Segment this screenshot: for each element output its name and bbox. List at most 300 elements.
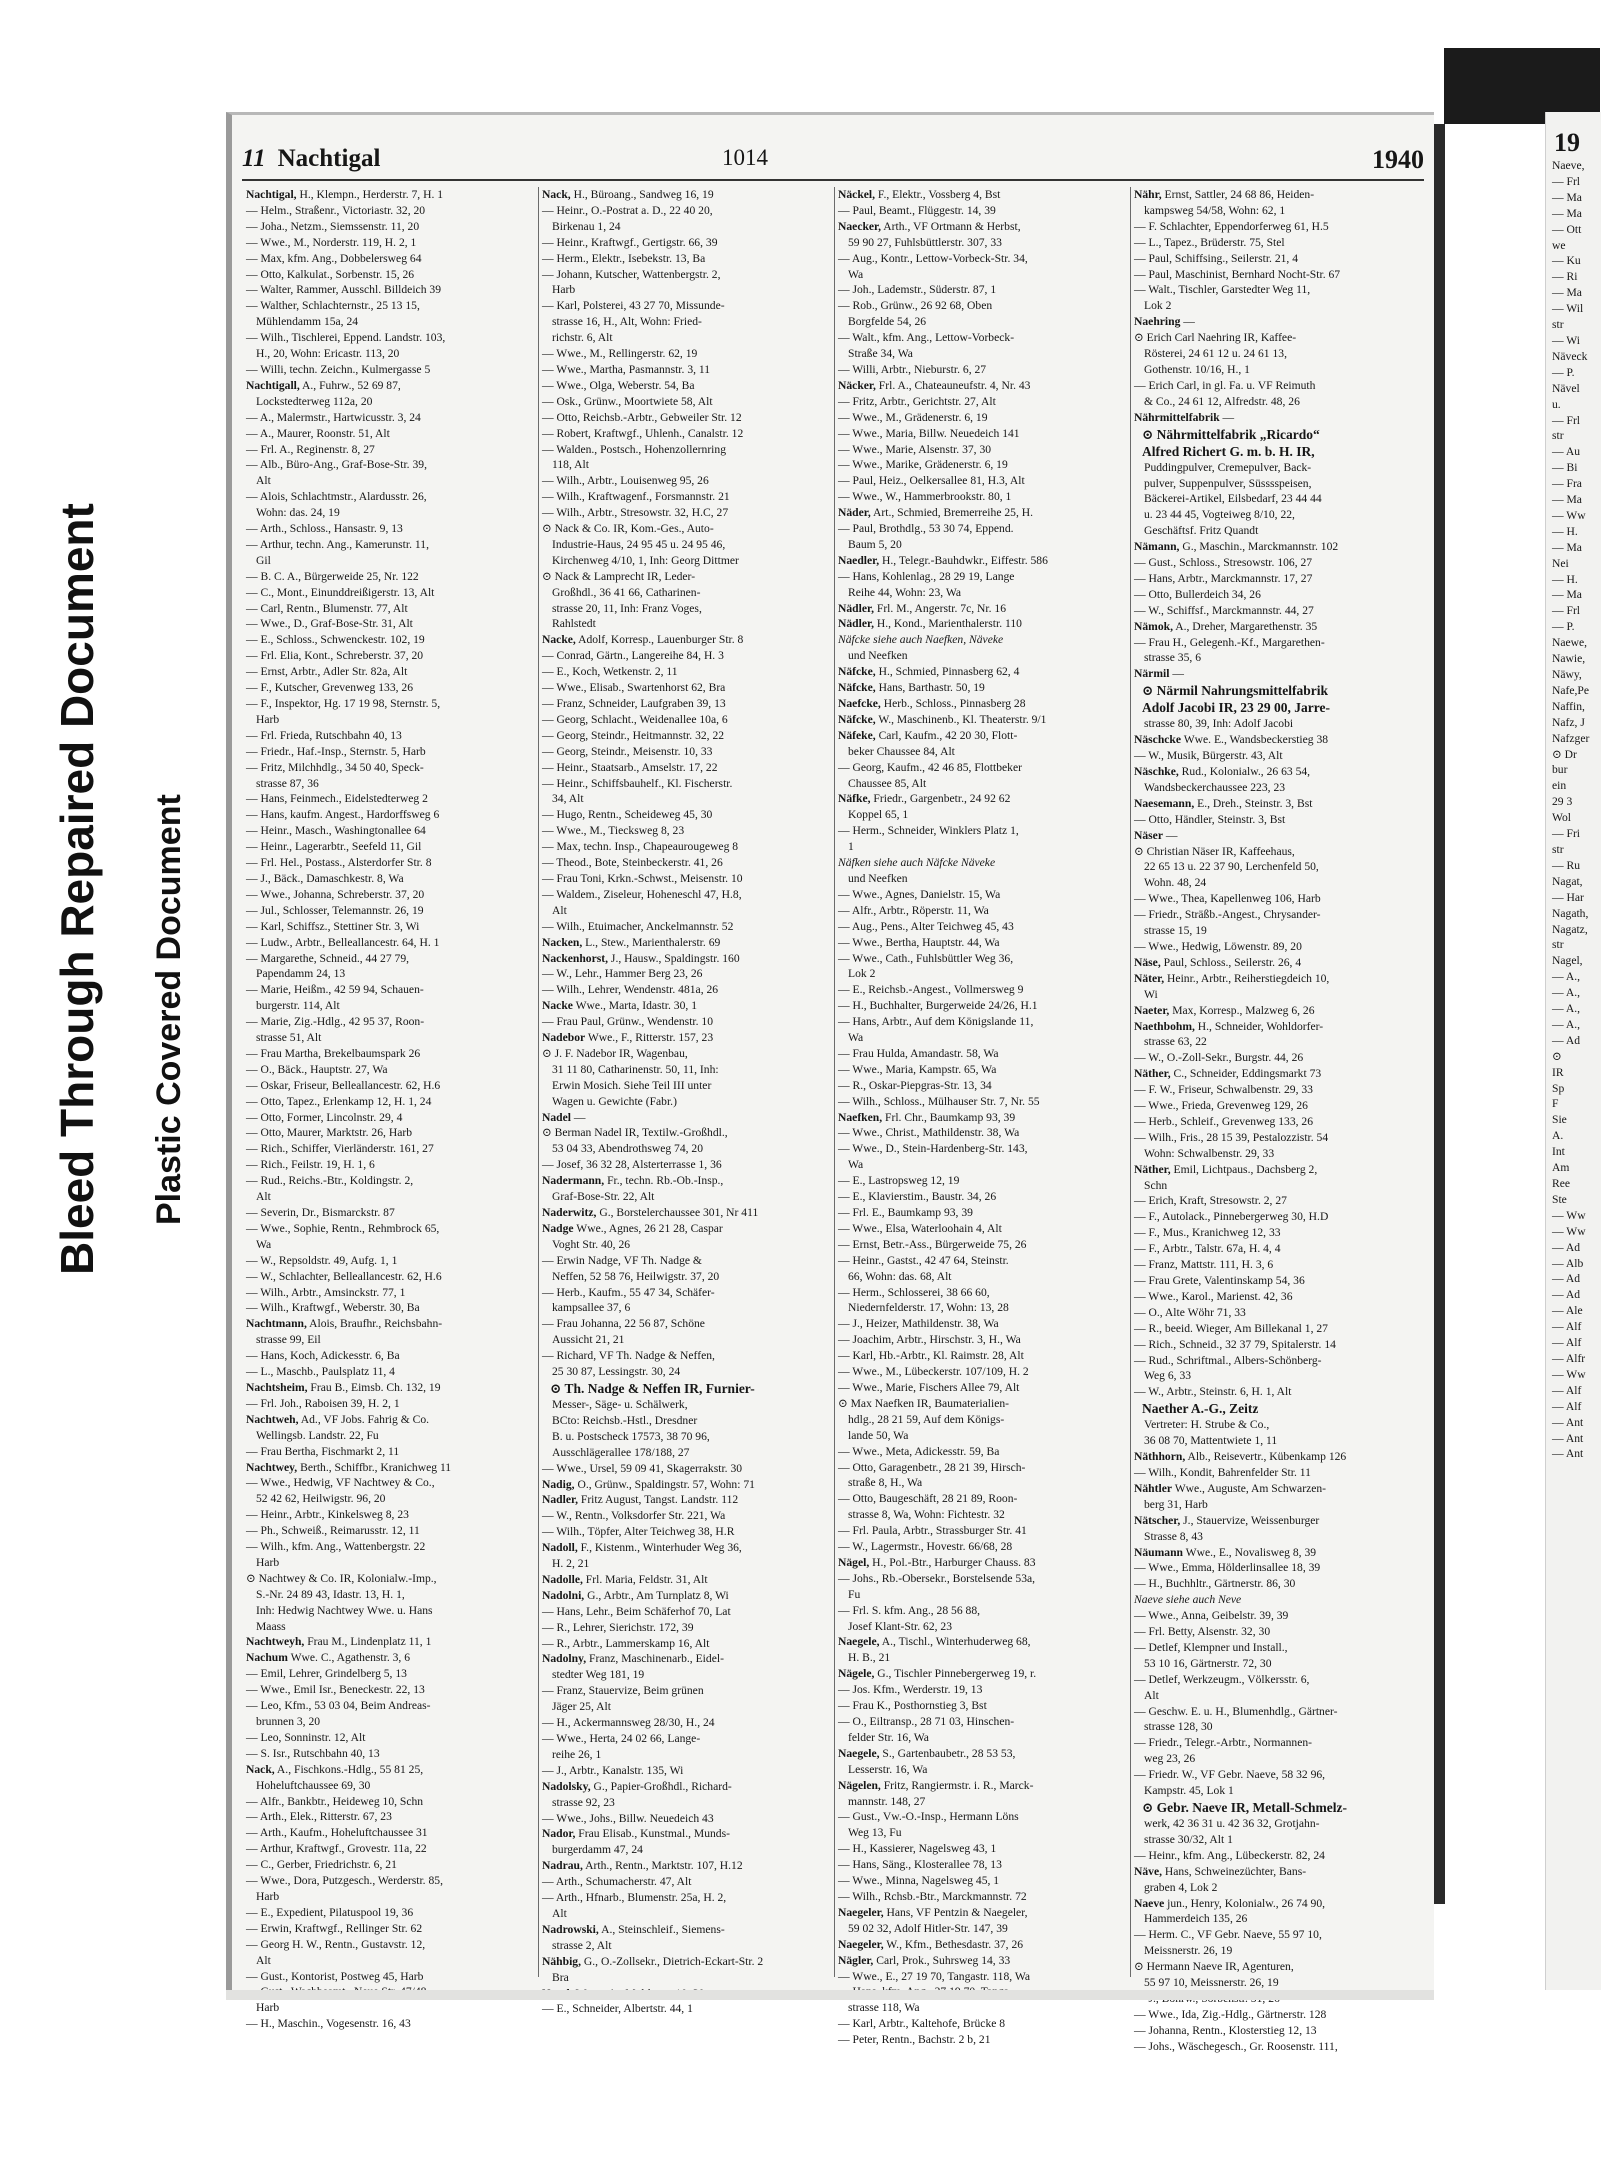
adjacent-page-line: Nävel (1552, 381, 1580, 395)
column-divider (1130, 187, 1131, 1977)
adjacent-page-line: — Frl (1552, 174, 1581, 188)
adjacent-page-line: — Fra (1552, 477, 1582, 491)
surname: Näschcke (1134, 733, 1182, 747)
directory-entry (246, 903, 534, 919)
entry-text: — Marie, Zig.-Hdlg., 42 95 37, Roon- (246, 1015, 425, 1029)
adjacent-page-line: — Ad (1552, 1033, 1581, 1047)
directory-entry (542, 298, 830, 314)
entry-text: berg 31, Harb (1144, 1497, 1208, 1511)
entry-text: — Wwe., Anna, Geibelstr. 39, 39 (1134, 1609, 1289, 1623)
surname: Nadoll, (542, 1541, 578, 1555)
entry-text: — J., Heizer, Mathildenstr. 38, Wa (838, 1317, 999, 1331)
directory-entry (1134, 1848, 1422, 1864)
directory-entry (838, 1714, 1126, 1730)
directory-entry (1134, 1305, 1422, 1321)
directory-entry (542, 1842, 830, 1858)
entry-text: — Wwe., Ursel, 59 09 41, Skagerrakstr. 30 (542, 1461, 743, 1475)
directory-entry: Näfken siehe auch Näfcke Näveke (838, 856, 996, 870)
directory-entry (838, 1794, 1126, 1810)
entry-text: — Ludw., Arbtr., Belleallancestr. 64, H. 1 (246, 935, 440, 949)
directory-entry (1134, 1576, 1422, 1592)
directory-entry (246, 601, 534, 617)
directory-entry (542, 585, 830, 601)
entry-text: — Ernst, Betr.-Ass., Bürgerweide 75, 26 (838, 1237, 1027, 1251)
directory-entry (838, 998, 1126, 1014)
entry-text: — Wilh., Arbtr., Stresowstr. 32, H.C, 27 (542, 506, 729, 520)
directory-entry (838, 1921, 1126, 1937)
entry-text: — Arth., Schumacherstr. 47, Alt (542, 1875, 692, 1889)
surname: Naethbohm, (1134, 1019, 1195, 1033)
directory-entry (246, 823, 534, 839)
adjacent-page-line: A. (1552, 1129, 1564, 1143)
directory-entry (542, 871, 830, 887)
directory-entry (838, 569, 1126, 585)
entry-text: burgerstr. 114, Alt (256, 999, 340, 1013)
directory-entry (1134, 859, 1422, 875)
entry-text: H., Klempn., Herderstr. 7, H. 1 (296, 188, 444, 201)
column-divider (834, 187, 835, 1977)
directory-entry (542, 1125, 830, 1141)
directory-entry (838, 553, 1126, 569)
entry-text: H., Telegr.-Bauhdwkr., Eiffestr. 586 (879, 553, 1048, 567)
entry-text: Puddingpulver, Cremepulver, Back- (1144, 460, 1312, 474)
adjacent-page-line: Ste (1552, 1192, 1567, 1206)
adjacent-page-line: Int (1552, 1145, 1565, 1159)
surname: Näther, (1134, 1067, 1171, 1081)
entry-text: — Hans, kaufm. Angest., Hardorffsweg 6 (246, 808, 440, 822)
adjacent-page-line: u. (1552, 397, 1561, 411)
adjacent-page-line: — Wil (1552, 302, 1584, 316)
directory-entry (838, 1285, 1126, 1301)
directory-entry (1134, 1465, 1422, 1481)
directory-entry (838, 1762, 1126, 1778)
directory-entry (542, 473, 830, 489)
directory-entry (542, 1205, 830, 1221)
entry-text: 52 42 62, Heilwigstr. 96, 20 (256, 1492, 386, 1506)
entry-text: — F., Autolack., Pinnebergerweg 30, H.D (1134, 1210, 1329, 1224)
directory-entry (246, 1841, 534, 1857)
entry-text: — Wilh., Rchsb.-Btr., Marckmannstr. 72 (838, 1889, 1027, 1903)
entry-text: Jäger 25, Alt (552, 1700, 611, 1714)
surname: Nachum (246, 1651, 288, 1665)
surname: Nägelen, (838, 1778, 881, 1792)
entry-text: — Frau Martha, Brekelbaumspark 26 (246, 1046, 421, 1060)
directory-entry (838, 951, 1126, 967)
entry-text: — Wwe., D., Stein-Hardenberg-Str. 143, (838, 1142, 1028, 1156)
entry-text: — Marie, Heißm., 42 59 94, Schauen- (246, 983, 424, 997)
entry-text: — R., Lehrer, Sierichstr. 172, 39 (542, 1620, 694, 1634)
surname: Nädler, (838, 601, 874, 615)
directory-entry (838, 919, 1126, 935)
entry-text: — (1180, 315, 1195, 329)
adjacent-page-line: — Ma (1552, 286, 1582, 300)
entry-text: — Paul, Maschinist, Bernhard Nocht-Str. 67 (1134, 267, 1341, 281)
entry-text: 34, Alt (552, 792, 584, 806)
directory-entry (542, 1954, 830, 1970)
entry-text: Wwe., E., Novalisweg 8, 39 (1182, 1545, 1317, 1559)
directory-entry (838, 521, 1126, 537)
entry-text: — Oskar, Friseur, Belleallancestr. 62, H.6 (246, 1078, 441, 1092)
entry-text: — Walther, Schlachternstr., 25 13 15, (246, 299, 420, 313)
directory-entry (542, 1078, 830, 1094)
directory-entry (1134, 555, 1422, 571)
directory-entry (542, 457, 830, 473)
directory-entry: Adolf Jacobi IR, 23 29 00, Jarre- (1142, 700, 1330, 716)
directory-entry (246, 410, 534, 426)
adjacent-page-line: str (1552, 318, 1564, 332)
entry-text: Paul, Schloss., Seilerstr. 26, 4 (1160, 955, 1302, 969)
entry-text: — Arth., Kaufm., Hoheluftchaussee 31 (246, 1826, 428, 1840)
running-head-left (242, 145, 380, 173)
adjacent-page-line: 29 3 (1552, 795, 1573, 809)
entry-text: — Joh., Lademstr., Süderstr. 87, 1 (838, 283, 997, 297)
directory-entry (838, 282, 1126, 298)
entry-text: Alt (256, 1953, 271, 1967)
entry-text: und Neefken (848, 649, 908, 663)
directory-entry (542, 314, 830, 330)
adjacent-page-line: — Ma (1552, 190, 1582, 204)
directory-entry (838, 1014, 1126, 1030)
surname: Naegele, (838, 1635, 880, 1649)
directory-entry (1134, 1289, 1422, 1305)
entry-text: Harb (256, 712, 280, 726)
directory-entry (1134, 219, 1422, 235)
directory-entry (1134, 1082, 1422, 1098)
directory-entry (246, 1189, 534, 1205)
directory-entry (838, 1841, 1126, 1857)
entry-text: — Paul, Schiffsing., Seilerstr. 21, 4 (1134, 251, 1299, 265)
entry-text: — W., Lehr., Hammer Berg 23, 26 (542, 967, 703, 981)
surname: Nätscher, (1134, 1513, 1181, 1527)
adjacent-page-line: — Alf (1552, 1383, 1582, 1397)
entry-text: strasse 8, Wa, Wohn: Fichtestr. 32 (848, 1508, 1005, 1522)
directory-entry (542, 346, 830, 362)
directory-entry (246, 1046, 534, 1062)
directory-entry (838, 1364, 1126, 1380)
directory-entry (246, 1062, 534, 1078)
directory-entry (838, 585, 1126, 601)
directory-entry (542, 601, 830, 617)
adjacent-page-line: Sie (1552, 1113, 1567, 1127)
directory-entry (1134, 235, 1422, 251)
directory-entry (542, 1492, 830, 1508)
entry-text: Wohn: das. 24, 19 (256, 506, 340, 520)
entry-text: — O., Alte Wöhr 71, 33 (1134, 1305, 1246, 1319)
directory-entry (1134, 619, 1422, 635)
entry-text: — Wwe., Sophie, Rentn., Rehmbrock 65, (246, 1221, 440, 1235)
entry-text: — Wwe., Christ., Mathildenstr. 38, Wa (838, 1126, 1020, 1140)
entry-text: Erwin Mosich. Siehe Teil III unter (552, 1078, 712, 1092)
directory-entry (246, 1221, 534, 1237)
entry-text: Birkenau 1, 24 (552, 219, 621, 233)
entry-text: — Aug., Kontr., Lettow-Vorbeck-Str. 34, (838, 251, 1028, 265)
entry-text: — Karl, Polsterei, 43 27 70, Missunde- (542, 299, 725, 313)
directory-entry (542, 1890, 830, 1906)
directory-entry (542, 1811, 830, 1827)
directory-entry (838, 1332, 1126, 1348)
entry-text: Wwe., F., Ritterstr. 157, 23 (585, 1031, 714, 1045)
directory-entry (246, 1634, 534, 1650)
entry-text: — H., Ackermannsweg 28/30, H., 24 (542, 1716, 715, 1730)
entry-text: 59 02 32, Adolf Hitler-Str. 147, 39 (848, 1921, 1008, 1935)
directory-entry (838, 362, 1126, 378)
entry-text: — Herm. C., VF Gebr. Naeve, 55 97 10, (1134, 1928, 1322, 1942)
column-divider (538, 187, 539, 1977)
directory-entry (246, 1825, 534, 1841)
directory-entry (838, 1905, 1126, 1921)
entry-text: — (570, 1110, 586, 1124)
surname: Nacken, (542, 935, 583, 949)
directory-entry (1134, 812, 1422, 828)
entry-text: — Friedr., Haf.-Insp., Sternstr. 5, Harb (246, 744, 426, 758)
surname: Nadge (542, 1221, 574, 1235)
directory-entry (542, 839, 830, 855)
entry-text: felder Str. 16, Wa (848, 1730, 929, 1744)
side-label-plastic-covered: Plastic Covered Document (150, 794, 188, 1225)
entry-text: — Wilh., Fris., 28 15 39, Pestalozzistr. 54 (1134, 1130, 1329, 1144)
directory-entry (1134, 1832, 1422, 1848)
directory-entry (1134, 203, 1422, 219)
directory-entry (246, 457, 534, 473)
adjacent-page-line: Näveck (1552, 349, 1588, 363)
directory-entry (542, 1699, 830, 1715)
entry-text: 55 97 10, Meissnerstr. 26, 19 (1144, 1976, 1279, 1990)
entry-text: Max, Korresp., Malzweg 6, 26 (1169, 1003, 1315, 1017)
surname: Nadrau, (542, 1859, 583, 1873)
surname: Naeve (1134, 1896, 1165, 1910)
entry-text: 66, Wohn: das. 68, Alt (848, 1269, 952, 1283)
directory-entry (1134, 1911, 1422, 1927)
entry-text: ⊙ Christian Näser IR, Kaffeehaus, (1134, 844, 1295, 858)
directory-entry (838, 1634, 1126, 1650)
adjacent-page-line: — Ri (1552, 270, 1578, 284)
year: 1940 (1372, 145, 1424, 174)
entry-text: H., 20, Wohn: Ericastr. 113, 20 (256, 347, 400, 361)
directory-entry (1134, 539, 1422, 555)
directory-entry (838, 187, 1126, 203)
entry-text: u. 23 44 45, Vogteiweg 8/10, 22, (1144, 508, 1295, 522)
entry-text: Bra (552, 1970, 569, 1984)
entry-text: — Wilh., Arbtr., Amsinckstr. 77, 1 (246, 1285, 406, 1299)
entry-text: Ad., VF Jobs. Fahrig & Co. (298, 1412, 430, 1426)
directory-entry (1134, 523, 1422, 539)
entry-text: & Co., 24 61 12, Alfredstr. 48, 26 (1144, 394, 1300, 408)
directory-entry (838, 1603, 1126, 1619)
directory-entry (1134, 971, 1422, 987)
surname: Nachtwey, (246, 1460, 298, 1474)
entry-text: — Detlef, Klempner und Install., (1134, 1640, 1288, 1654)
entry-text: Harb (256, 1889, 280, 1903)
surname: Nadrowski, (542, 1922, 599, 1936)
directory-entry (246, 426, 534, 442)
entry-text: werk, 42 36 31 u. 42 36 32, Grotjahn- (1144, 1817, 1320, 1830)
directory-entry (542, 1763, 830, 1779)
entry-text: Carl, Kaufm., 42 20 30, Flott- (875, 728, 1018, 742)
adjacent-page-line: ⊙ (1552, 1049, 1562, 1063)
directory-entry (1134, 1225, 1422, 1241)
entry-text: — Wwe., Maria, Kampstr. 65, Wa (838, 1062, 997, 1076)
entry-text: weg 23, 26 (1144, 1752, 1196, 1766)
directory-entry (246, 776, 534, 792)
directory-entry (246, 887, 534, 903)
entry-text: — C., Mont., Einunddreißigerstr. 13, Alt (246, 585, 435, 599)
entry-text: — Wwe., Johanna, Schreberstr. 37, 20 (246, 887, 425, 901)
entry-text: ⊙ Erich Carl Naehring IR, Kaffee- (1134, 331, 1297, 345)
entry-text: strasse 2, Alt (552, 1938, 612, 1952)
entry-text: — Detlef, Werkzeugm., Völkersstr. 6, (1134, 1672, 1310, 1686)
entry-text: Vertreter: H. Strube & Co., (1144, 1418, 1270, 1432)
directory-entry (838, 1380, 1126, 1396)
directory-entry (246, 1937, 534, 1953)
surname: Naeter, (1134, 1003, 1170, 1017)
directory-entry (838, 219, 1126, 235)
entry-text: Strasse 8, 43 (1144, 1529, 1203, 1543)
entry-text: — Wwe., Johs., Billw. Neuedeich 43 (542, 1811, 714, 1825)
entry-text: — Fritz, Arbtr., Gerichtstr. 27, Alt (838, 394, 996, 408)
entry-text: — E., Expedient, Pilatuspool 19, 36 (246, 1905, 414, 1919)
entry-text: E., Dreh., Steinstr. 3, Bst (1194, 796, 1313, 810)
directory-entry (838, 1953, 1126, 1969)
entry-text: B. u. Postscheck 17573, 38 70 96, (552, 1429, 710, 1443)
directory-entry (246, 1173, 534, 1189)
directory-entry (542, 426, 830, 442)
directory-entry (1134, 1783, 1422, 1799)
directory-entry (246, 1762, 534, 1778)
entry-text: — Herm., Schneider, Winklers Platz 1, (838, 824, 1019, 838)
entry-text: Rösterei, 24 61 12 u. 24 61 13, (1144, 347, 1287, 361)
surname: Naehring (1134, 315, 1181, 329)
directory-entry (838, 2000, 1126, 2016)
directory-entry (542, 1906, 830, 1922)
directory-entry (542, 728, 830, 744)
entry-text: Frl. Maria, Feldstr. 31, Alt (582, 1572, 708, 1586)
directory-entry (542, 791, 830, 807)
entry-text: G., Maschin., Marckmannstr. 102 (1179, 540, 1339, 554)
directory-entry (246, 1110, 534, 1126)
entry-text: H., Büroang., Sandweg 16, 19 (570, 188, 714, 201)
directory-entry (246, 187, 534, 203)
entry-text: — Paul, Beamt., Flüggestr. 14, 39 (838, 203, 996, 217)
directory-entry (246, 330, 534, 346)
directory-entry (542, 378, 830, 394)
directory-entry (246, 1141, 534, 1157)
directory-entry (1134, 987, 1422, 1003)
entry-text: — Wilh., Kondit, Bahrenfelder Str. 11 (1134, 1465, 1311, 1479)
entry-text: — Hans, Arbtr., Marckmannstr. 17, 27 (1134, 571, 1313, 585)
directory-entry (838, 728, 1126, 744)
directory-entry (1134, 1656, 1422, 1672)
directory-entry (1134, 875, 1422, 891)
directory-entry (1134, 764, 1422, 780)
entry-text: — Wwe., Thea, Kapellenweg 106, Harb (1134, 892, 1321, 906)
directory-entry (1134, 394, 1422, 410)
adjacent-page-line: Nafzger (1552, 731, 1590, 745)
entry-text: — Frl. E., Baumkamp 93, 39 (838, 1206, 973, 1219)
directory-entry (542, 569, 830, 585)
entry-text: — Johs., Rb.-Obersekr., Borstelsende 53a, (838, 1571, 1036, 1585)
directory-entry (542, 1253, 830, 1269)
entry-text: 59 90 27, Fuhlsbüttlerstr. 307, 33 (848, 235, 1002, 249)
directory-entry (542, 1731, 830, 1747)
directory-entry (542, 505, 830, 521)
entry-text: — E., Klavierstim., Baustr. 34, 26 (838, 1190, 997, 1204)
entry-text: — Frl. Paula, Arbtr., Strassburger Str. 41 (838, 1524, 1027, 1538)
directory-entry (542, 267, 830, 283)
entry-text: W., Kfm., Bethesdastr. 37, 26 (883, 1937, 1024, 1951)
entry-text: J., Stauervize, Weissenburger (1180, 1513, 1320, 1527)
entry-text: Niedernfelderstr. 17, Wohn: 13, 28 (848, 1301, 1009, 1315)
directory-entry (246, 489, 534, 505)
entry-text: Hans, VF Pentzin & Naegeler, (883, 1905, 1028, 1919)
directory-entry (542, 1604, 830, 1620)
directory-entry (838, 1221, 1126, 1237)
entry-text: Aussicht 21, 21 (552, 1333, 625, 1347)
entry-text: — R., Arbtr., Lammerskamp 16, Alt (542, 1636, 710, 1650)
entry-text: BCto: Reichsb.-Hstl., Dresdner (552, 1413, 698, 1427)
directory-entry (838, 1030, 1126, 1046)
directory-entry (542, 235, 830, 251)
directory-entry (838, 1523, 1126, 1539)
adjacent-page-line: — H. (1552, 572, 1578, 586)
entry-text: H. 2, 21 (552, 1557, 590, 1571)
entry-text: strasse 51, Alt (256, 1031, 322, 1045)
entry-text: — Franz, Stauervize, Beim grünen (542, 1684, 704, 1698)
entry-text: — Osk., Grünw., Moortwiete 58, Alt (542, 394, 713, 408)
entry-text: — S. Isr., Rutschbahn 40, 13 (246, 1746, 380, 1760)
adjacent-page-line: — A., (1552, 986, 1581, 1000)
directory-entry (838, 839, 1126, 855)
directory-entry (1134, 1433, 1422, 1449)
adjacent-page-line: — Alb (1552, 1256, 1584, 1270)
entry-text: — Wwe., Hedwig, VF Nachtwey & Co., (246, 1476, 435, 1490)
directory-entry (1134, 844, 1422, 860)
entry-text: — Heinr., Masch., Washingtonallee 64 (246, 824, 426, 838)
directory-entry (1134, 507, 1422, 523)
adjacent-page-line: — Au (1552, 445, 1581, 459)
directory-entry (838, 1889, 1126, 1905)
directory-entry (542, 807, 830, 823)
directory-entry (838, 489, 1126, 505)
entry-text: — H., Buchhalter, Burgerweide 24/26, H.1 (838, 999, 1038, 1013)
entry-text: stedter Weg 181, 19 (552, 1668, 645, 1682)
entry-text: Industrie-Haus, 24 95 45 u. 24 95 46, (552, 537, 726, 551)
adjacent-page-number: 19 (1554, 128, 1580, 157)
directory-entry (1134, 1751, 1422, 1767)
directory-entry (542, 219, 830, 235)
directory-entry (542, 1413, 830, 1429)
entry-text: beker Chaussee 84, Alt (848, 744, 955, 758)
entry-text: — W., Lagermstr., Hovestr. 66/68, 28 (838, 1540, 1013, 1554)
directory-entry (246, 1396, 534, 1412)
surname: Nädler, (838, 617, 874, 631)
directory-entry (246, 1364, 534, 1380)
entry-text: 22 65 13 u. 22 37 90, Lerchenfeld 50, (1144, 860, 1319, 874)
adjacent-page-line: — Ma (1552, 588, 1582, 602)
directory-entry (1134, 251, 1422, 267)
directory-entry (1134, 907, 1422, 923)
directory-entry (838, 1205, 1126, 1221)
directory-entry (838, 760, 1126, 776)
entry-text: — Wwe., Ida, Zig.-Hdlg., Gärtnerstr. 128 (1134, 2007, 1327, 2021)
entry-text: — Heinr., kfm. Ang., Lübeckerstr. 82, 24 (1134, 1848, 1325, 1862)
directory-entry (542, 1461, 830, 1477)
entry-text: — Wwe., Emma, Hölderlinsallee 18, 39 (1134, 1561, 1321, 1575)
entry-text: — Gust., Kontorist, Postweg 45, Harb (246, 1969, 424, 1983)
adjacent-page-line: — Alf (1552, 1399, 1582, 1413)
surname: Näther, (1134, 1162, 1171, 1176)
entry-text: — Joha., Netzm., Siemssenstr. 11, 20 (246, 219, 420, 233)
directory-entry (542, 998, 830, 1014)
